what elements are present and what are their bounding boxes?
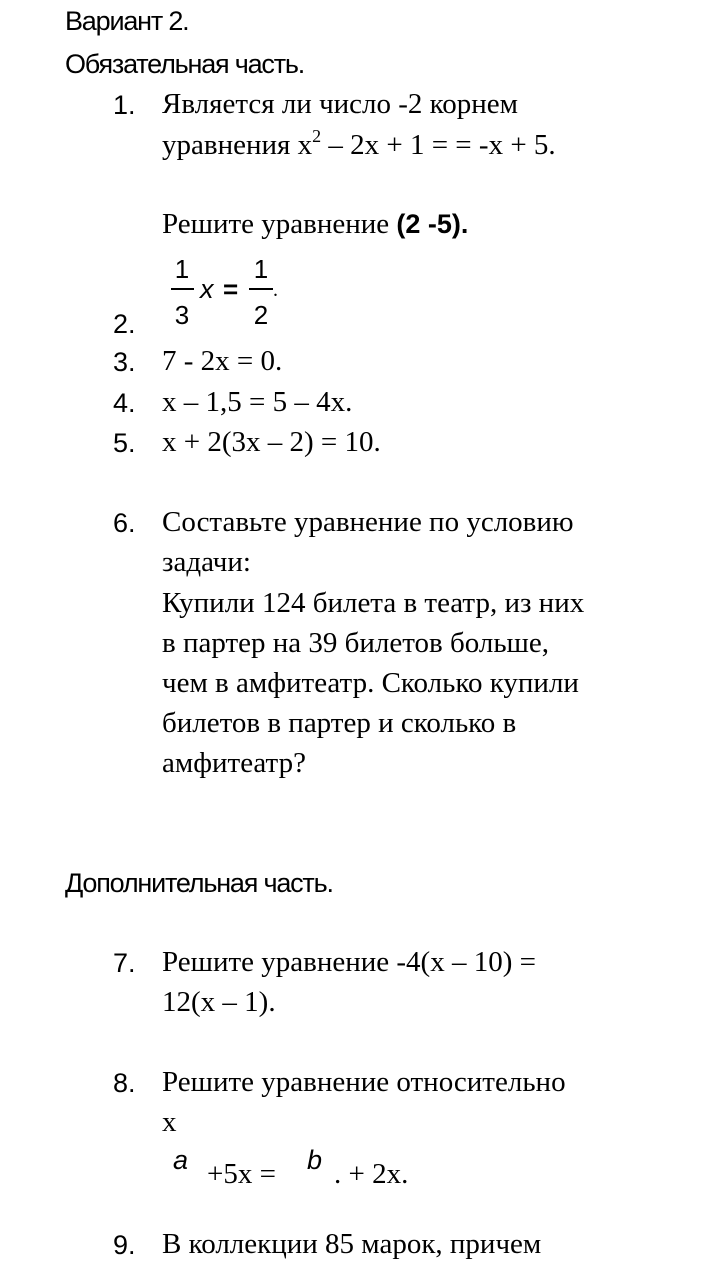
equation-tail: . + 2x.	[334, 1158, 409, 1190]
equation-period: .	[273, 279, 278, 301]
task6-number: 6.	[113, 508, 136, 538]
task8-line: x	[162, 1106, 177, 1138]
task3-number: 3.	[113, 347, 136, 377]
equation-variable: x	[200, 274, 214, 304]
task8-number: 8.	[113, 1068, 136, 1098]
task1-number: 1.	[113, 90, 136, 120]
variable-b: b	[307, 1145, 323, 1175]
task6-line: задачи:	[162, 546, 251, 578]
equation-equals: =	[223, 274, 239, 304]
fraction2-denominator: 2	[253, 300, 269, 330]
task6-line: Купили 124 билета в театр, из них	[162, 587, 585, 619]
task6-line: билетов в партер и сколько в	[162, 707, 517, 739]
task3-text: 7 - 2x = 0.	[162, 345, 283, 377]
task6-line: в партер на 39 билетов больше,	[162, 627, 550, 659]
task7-line: 12(x – 1).	[162, 986, 276, 1018]
task6-line: амфитеатр?	[162, 747, 306, 779]
task7-line: Решите уравнение -4(x – 10) =	[162, 946, 536, 978]
task1-line2: уравнения $x^2 - 2x + 1$ = = -x + 5.	[162, 126, 556, 161]
task9-line: В коллекции 85 марок, причем	[162, 1228, 542, 1260]
task7-number: 7.	[113, 948, 136, 978]
task2-intro: Решите уравнение (2 -5).	[162, 208, 469, 240]
mandatory-section-title: Обязательная часть.	[65, 49, 305, 79]
task5-number: 5.	[113, 428, 136, 458]
task1-line1: Является ли число -2 корнем	[162, 88, 519, 120]
task4-number: 4.	[113, 388, 136, 418]
fraction1-denominator: 3	[174, 300, 190, 330]
fraction1-numerator: 1	[174, 254, 190, 284]
variable-a: a	[173, 1145, 189, 1175]
variant-title: Вариант 2.	[65, 6, 189, 36]
task4-text: x – 1,5 = 5 – 4x.	[162, 386, 353, 418]
task2-number: 2.	[113, 309, 136, 339]
task8-line: Решите уравнение относительно	[162, 1066, 566, 1098]
fraction1-bar	[171, 288, 194, 290]
fraction2-numerator: 1	[253, 254, 269, 284]
task6-line: чем в амфитеатр. Сколько купили	[162, 667, 579, 699]
task5-text: x + 2(3x – 2) = 10.	[162, 426, 381, 458]
equation-middle: +5x =	[207, 1158, 276, 1190]
task9-number: 9.	[113, 1230, 136, 1260]
fraction2-bar	[249, 288, 273, 290]
task6-line: Составьте уравнение по условию	[162, 506, 574, 538]
additional-section-title: Дополнительная часть.	[65, 868, 333, 898]
